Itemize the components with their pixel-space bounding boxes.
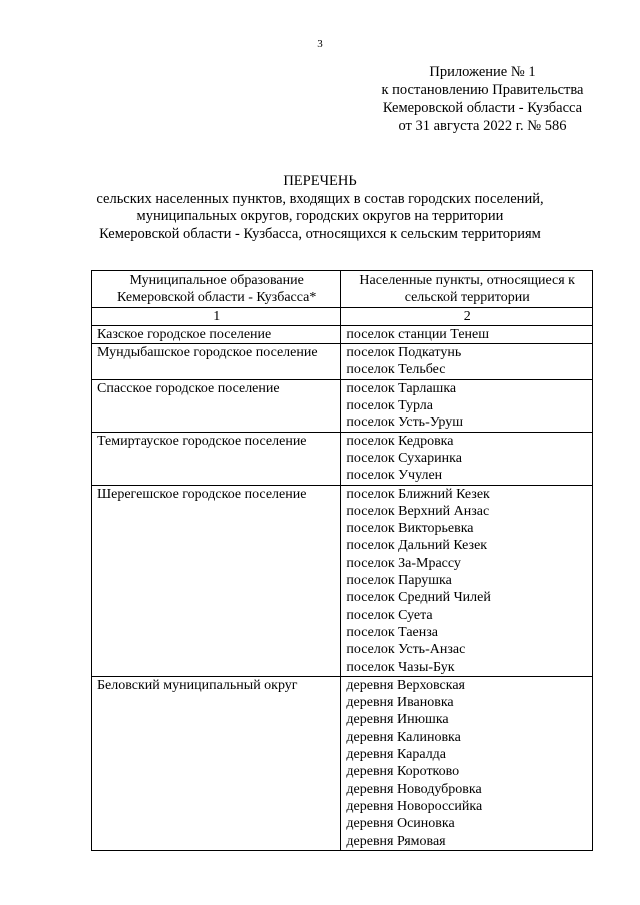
- settlements-cell: [341, 325, 593, 343]
- appendix-line: Кемеровской области - Кузбасса: [382, 100, 583, 116]
- heading-title: ПЕРЕЧЕНЬ: [283, 173, 357, 189]
- settlement-item: поселок Тельбес: [346, 362, 446, 378]
- settlement-item: деревня Калиновка: [346, 729, 461, 745]
- table-row: [92, 325, 593, 343]
- municipality-cell: Темиртауское городское поселение: [92, 432, 341, 485]
- settlement-item: деревня Новодубровка: [346, 781, 482, 797]
- heading-line: сельских населенных пунктов, входящих в состав городских поселений,: [96, 190, 544, 207]
- settlement-item: деревня Осиновка: [346, 816, 455, 832]
- settlement-item: поселок Сухаринка: [346, 450, 462, 466]
- heading-line: Кемеровской области - Кузбасса, относящихся к сельским территориям: [99, 225, 541, 242]
- column-number: 2: [341, 307, 593, 325]
- appendix-line: Приложение № 1: [429, 64, 536, 80]
- column-number: 1: [92, 307, 341, 325]
- heading-line: муниципальных округов, городских округов на территории: [136, 208, 504, 224]
- table-body: [92, 325, 593, 850]
- table-row: [92, 344, 593, 380]
- settlement-item: поселок станции Тенеш: [346, 326, 490, 342]
- municipality-cell: Шерегешское городское поселение: [92, 485, 341, 676]
- settlement-item: поселок Средний Чилей: [346, 590, 491, 606]
- column-number-row: [92, 307, 593, 325]
- settlement-item: поселок Турла: [346, 398, 433, 414]
- appendix-block: [360, 63, 605, 135]
- table-row: [92, 432, 593, 485]
- settlement-item: деревня Инюшка: [346, 712, 449, 728]
- settlements-cell: [341, 676, 593, 850]
- settlement-item: деревня Верховская: [346, 677, 465, 693]
- settlements-cell: [341, 379, 593, 432]
- table-row: [92, 676, 593, 850]
- municipality-cell: Беловский муниципальный округ: [92, 676, 341, 850]
- settlement-item: поселок Викторьевка: [346, 521, 474, 537]
- table-row: [92, 485, 593, 676]
- settlements-cell: [341, 485, 593, 676]
- settlement-item: поселок Таенза: [346, 624, 438, 640]
- appendix-line: к постановлению Правительства: [381, 82, 584, 98]
- municipality-cell: Мундыбашское городское поселение: [92, 344, 341, 380]
- settlement-item: деревня Новороссийка: [346, 798, 483, 814]
- table-header-row: [92, 271, 593, 308]
- settlement-item: поселок Ближний Кезек: [346, 486, 490, 502]
- settlement-item: поселок Тарлашка: [346, 380, 457, 396]
- column-header-settlements: Населенные пункты, относящиеся к сельской территории: [341, 271, 593, 308]
- settlement-item: поселок Учулен: [346, 468, 443, 484]
- municipality-cell: Спасское городское поселение: [92, 379, 341, 432]
- settlement-item: поселок Верхний Анзас: [346, 503, 490, 519]
- appendix-line: от 31 августа 2022 г. № 586: [398, 118, 567, 134]
- settlement-item: поселок Усть-Уруш: [346, 415, 464, 431]
- column-header-municipality: Муниципальное образование Кемеровской области - Кузбасса*: [92, 271, 341, 308]
- settlement-item: деревня Каралда: [346, 747, 447, 763]
- settlement-item: деревня Коротково: [346, 764, 460, 780]
- settlements-table: [91, 270, 593, 851]
- page-number: 3: [317, 38, 323, 50]
- settlement-item: поселок За-Мрассу: [346, 555, 461, 571]
- settlement-item: поселок Подкатунь: [346, 345, 462, 361]
- settlement-item: деревня Ивановка: [346, 695, 454, 711]
- settlement-item: поселок Усть-Анзас: [346, 642, 466, 658]
- settlement-item: поселок Дальний Кезек: [346, 538, 488, 554]
- settlement-item: поселок Кедровка: [346, 433, 454, 449]
- document-heading: [60, 173, 580, 243]
- settlements-cell: [341, 432, 593, 485]
- settlement-item: деревня Рямовая: [346, 833, 446, 849]
- table-row: [92, 379, 593, 432]
- settlement-item: поселок Парушка: [346, 573, 452, 589]
- municipality-cell: Казское городское поселение: [92, 325, 341, 343]
- settlement-item: поселок Суета: [346, 607, 433, 623]
- settlement-item: поселок Чазы-Бук: [346, 659, 455, 675]
- settlements-cell: [341, 344, 593, 380]
